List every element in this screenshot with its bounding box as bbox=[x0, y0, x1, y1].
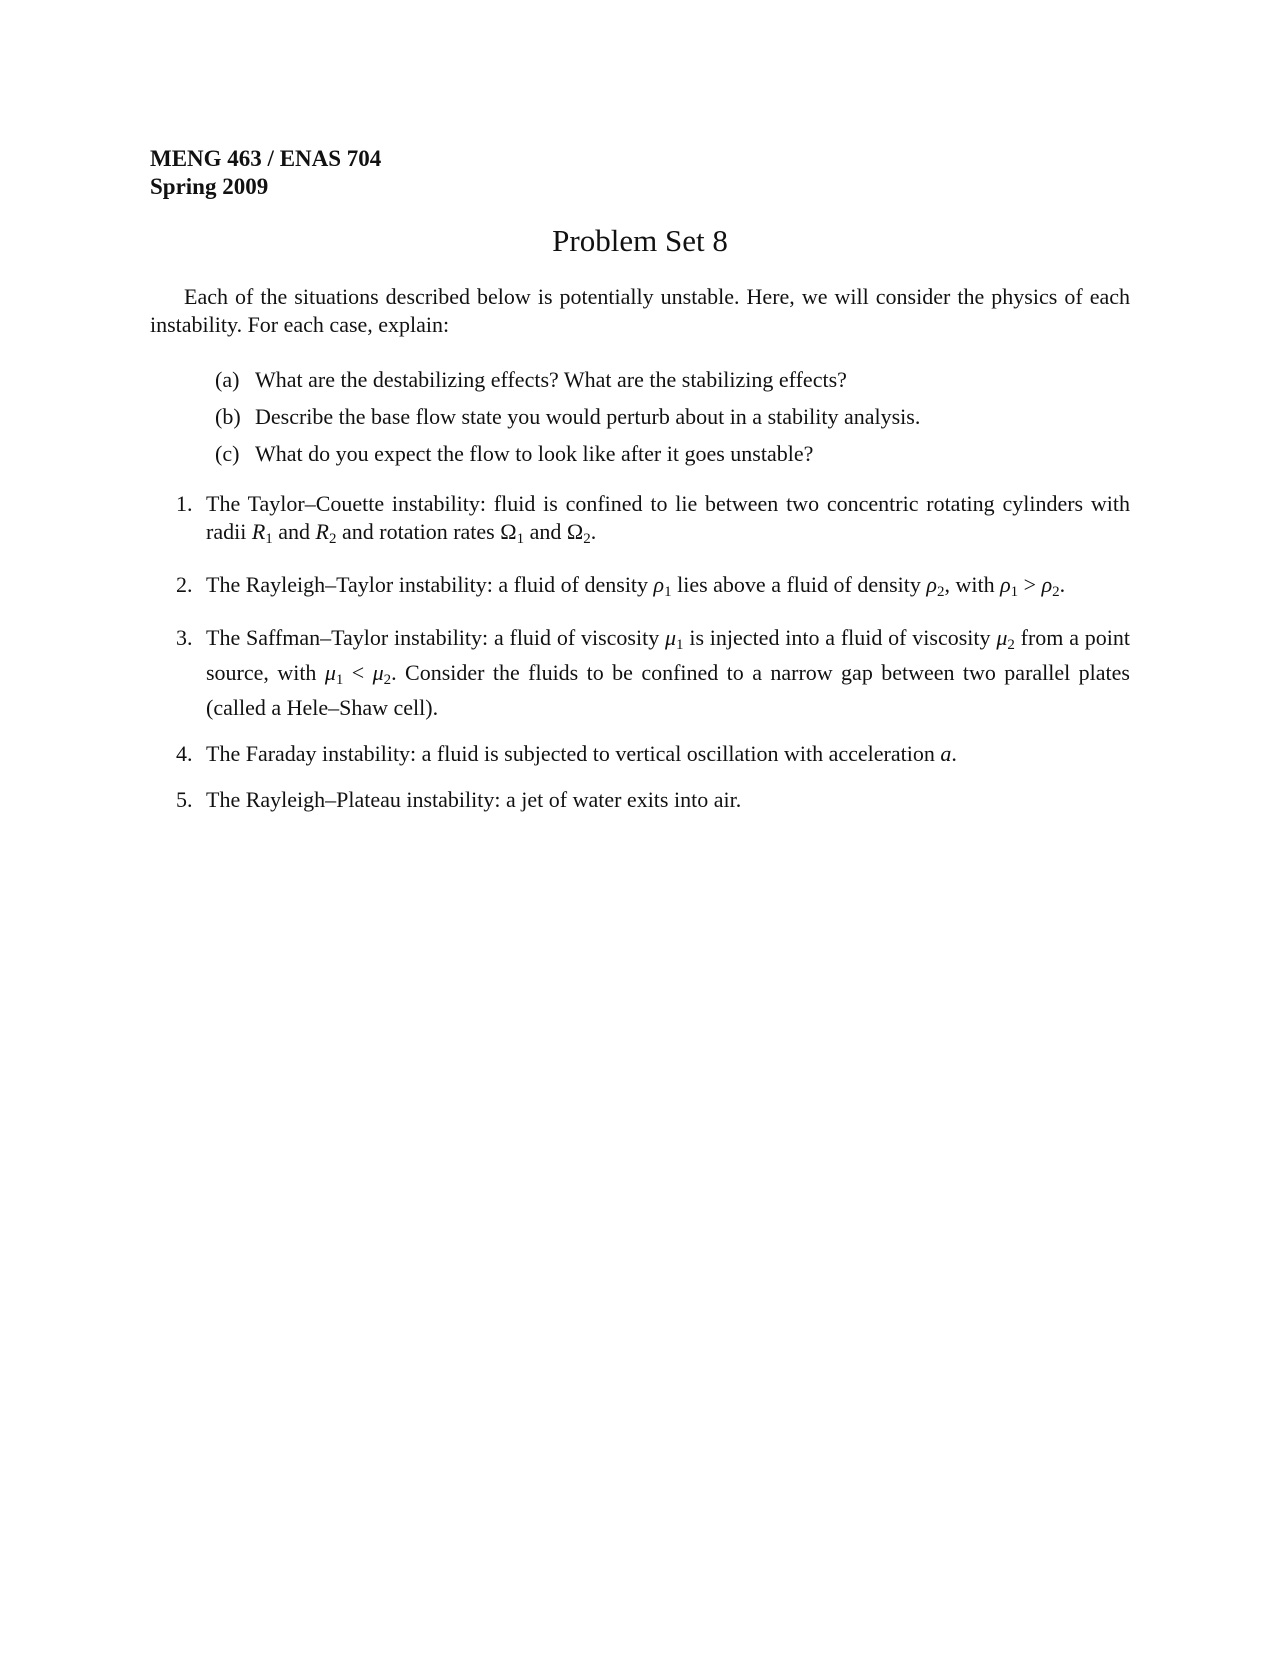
document-page bbox=[150, 145, 1130, 832]
problem-number: 4. bbox=[176, 741, 193, 766]
question-text: Describe the base flow state you would perturb about in a stability analysis. bbox=[255, 404, 921, 429]
question-marker: (a) bbox=[215, 367, 240, 392]
problem-text: The Rayleigh–Taylor instability: a fluid of density $\rho_1$ lies above a fluid of density $\rho_2$, with $\rho_1 > \rho_2$. bbox=[206, 572, 1066, 600]
problem-item-4 bbox=[176, 740, 1130, 768]
question-marker: (b) bbox=[215, 404, 241, 429]
problem-number: 1. bbox=[176, 491, 193, 516]
course-term: Spring 2009 bbox=[150, 174, 269, 199]
question-item bbox=[215, 435, 1130, 472]
problem-number: 2. bbox=[176, 572, 193, 597]
course-code: MENG 463 / ENAS 704 bbox=[150, 146, 382, 171]
question-list bbox=[215, 361, 1130, 472]
question-item bbox=[215, 398, 1130, 435]
problem-text: The Saffman–Taylor instability: a fluid of viscosity $\mu_1$ is injected into a fluid of viscosity $\mu_2$ from a point source, with $\mu_1 < \mu_2$. Consider the fluids to be confined to a narrow gap between two parallel plates (called a Hele–Shaw cell). bbox=[206, 625, 1130, 720]
question-item bbox=[215, 361, 1130, 398]
question-marker: (c) bbox=[215, 441, 240, 466]
page-title: Problem Set 8 bbox=[552, 223, 728, 258]
problem-item-2 bbox=[176, 571, 1130, 606]
course-header bbox=[150, 145, 1130, 201]
problem-number: 5. bbox=[176, 787, 193, 812]
question-text: What do you expect the flow to look like after it goes unstable? bbox=[255, 441, 814, 466]
problem-number: 3. bbox=[176, 625, 193, 650]
problem-text: The Rayleigh–Plateau instability: a jet of water exits into air. bbox=[206, 787, 742, 812]
problem-item-5 bbox=[176, 786, 1130, 814]
problem-text: The Faraday instability: a fluid is subjected to vertical oscillation with acceleration a. bbox=[206, 741, 957, 766]
problem-item-1 bbox=[176, 490, 1130, 553]
problem-list bbox=[176, 490, 1130, 814]
problem-text: The Taylor–Couette instability: fluid is confined to lie between two concentric rotating cylinders with radii $R_1$ and $R_2$ and rotation rates $\Omega_1$ and $\Omega_2$. bbox=[206, 491, 1130, 547]
intro-paragraph: Each of the situations described below is potentially unstable. Here, we will consider the physics of each instability. For each case, explain: bbox=[150, 284, 1130, 337]
question-text: What are the destabilizing effects? What are the stabilizing effects? bbox=[255, 367, 847, 392]
problem-item-3 bbox=[176, 624, 1130, 722]
